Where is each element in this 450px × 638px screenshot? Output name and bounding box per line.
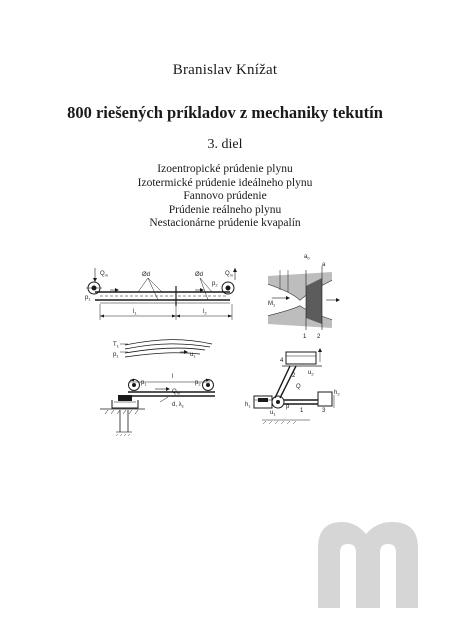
pipe-p2-label: $p_2$ [212,281,218,288]
pipe-p1-label: $p_1$ [85,295,91,302]
pump-q-label: Q [296,384,301,390]
pipe-q-right-label: $Q_m$ [225,271,234,278]
reservoir-p1-label: $p_1$ [141,380,147,387]
profile-t-label: $T_1$ [113,342,119,349]
topic-item: Nestacionárne prúdenie kvapalín [149,217,301,229]
reservoir-l-label: l [172,374,174,380]
nozzle-station-2: 2 [317,334,321,340]
topic-item: Izotermické prúdenie ideálneho plynu [137,176,313,189]
pump-h1-label: $h_1$ [245,402,251,409]
pump-n1-label: 1 [300,408,304,414]
reservoir-p2-label: $p_2$ [195,380,201,387]
profile-p-label: $p_1$ [113,352,119,359]
pump-u2-label: $u_2$ [308,370,314,377]
pump-u1-label: $u_1$ [270,410,276,417]
reservoir-q-label: $Q_m$ [172,389,181,396]
author-name: Branislav Knížat [172,62,278,78]
profile-u-label: $u_1$ [190,352,196,359]
pump-n4-label: 4 [280,358,284,364]
nozzle-station-1: 1 [303,334,307,340]
pipe-q-left-label: $Q_m$ [100,271,109,278]
pump-n2-label: 2 [292,373,296,379]
pipe-l2-label: $l_2$ [203,309,207,316]
pipe-d2-label: Ød [195,272,204,278]
topic-item: Fannovo prúdenie [183,190,267,202]
nozzle-a-label: $a_0$ [304,254,310,261]
pipe-l1-label: $l_1$ [133,309,137,316]
reservoir-d-label: d, $\lambda_s$ [172,402,184,409]
nozzle-b-label: a [322,262,326,268]
pipe-d1-label: Ød [142,272,151,278]
nozzle-mach-label: $M_1$ [268,301,276,308]
pump-n3-label: 3 [322,408,326,414]
volume-label: 3. diel [207,137,243,152]
topic-item: Izoentropické prúdenie plynu [157,163,293,175]
topic-item: Prúdenie reálneho plynu [168,203,282,216]
pump-p-label: p [286,404,290,410]
pump-h2-label: $h_2$ [334,390,340,397]
book-title: 800 riešených príkladov z mechaniky tekutín [67,103,383,122]
